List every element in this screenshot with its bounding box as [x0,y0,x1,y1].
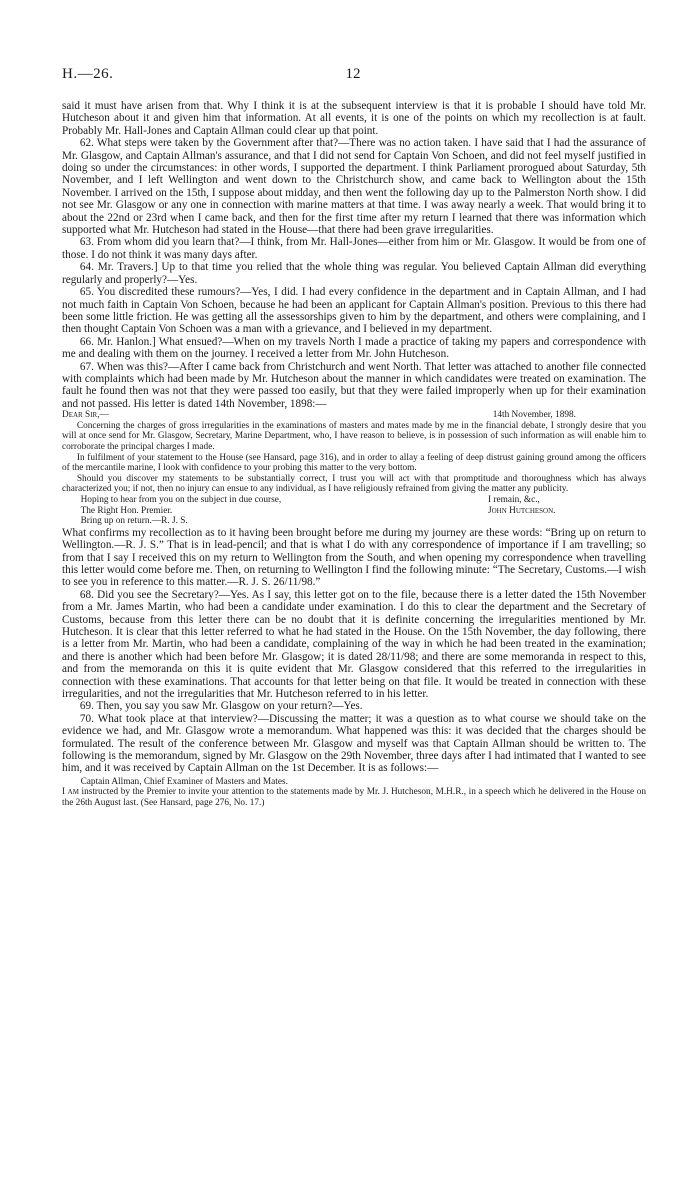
letter-closing [62,495,646,506]
memo-text: instructed by the Premier to invite your attention to the statements made by Mr. J. Hutcheson, M.H.R., in a speech which he delivered in the House on the 26th August last. (See Hansard, page 276, No. 17.) [62,787,647,808]
glasgow-memorandum [62,777,646,809]
document-reference: H.—26. [62,66,114,82]
paragraph-68: 68. Did you see the Secretary?—Yes. As I say, this letter got on to the file, because there is a letter dated the 15th November from a Mr. James Martin, who had been a candidate under examination. I do this to clear the department and the Secretary of Customs, because from this letter there can be no doubt that it is definite concerning the irregularities mentioned by Mr. Hutcheson. It is clear that this letter referred to what he had stated in the House. On the 15th November, the day following, there is a letter from Mr. Martin, who had been a candidate, complaining of the way in which he had been treated in the examination; and there is another which had been before Mr. Glasgow; it is dated 28/11/98; and there are some memoranda in respect to this, and from the memoranda on this it is quite evident that Mr. Glasgow considered that this referred to the irregularities in connection with these examinations. That accounts for that letter being on that file. It would be treated in connection with these irregularities, and not the irregularities that Mr. Hutcheson referred to in his letter. [62,588,646,700]
paragraph-69: 69. Then, you say you saw Mr. Glasgow on your return?—Yes. [79,700,363,713]
document-body [62,100,646,809]
paragraph-64: 64. Mr. Travers.] Up to that time you relied that the whole thing was regular. You believed Captain Allman did everything regularly and properly?—Yes. [62,261,646,286]
paragraph-70: 70. What took place at that interview?—Discussing the matter; it was a question as to what course we should take on the evidence we had, and Mr. Glasgow wrote a memorandum. What happened was this: it was decided that the charges should be formulated. The result of the conference between Mr. Glasgow and myself was that Captain Allman should be written to. The following is the memorandum, signed by Mr. Glasgow on the 29th November, three days after I had intimated that I wanted to see him, and it was received by Captain Allman on the 1st December. It is as follows:— [62,712,646,775]
letter-addressee: The Right Hon. Premier. [80,505,173,516]
paragraph-66: 66. Mr. Hanlon.] What ensued?—When on my travels North I made a practice of taking my papers and correspondence with me and dealing with them on the journey. I received a letter from Mr. John Hutcheson. [62,335,646,361]
paragraph-62: 62. What steps were taken by the Government after that?—There was no action taken. I have said that I had the assurance of Mr. Glasgow, and Captain Allman's assurance, and that I did not send for Captain Von Schoen, and did not feel myself justified in doing so under the circumstances: in other words, I supported the department. I think Parliament prorogued about Saturday, 5th November, and I left Wellington and went down to the Christchurch show, and came back to Wellington about the 15th November. I arrived on the 15th, I suppose about midday, and then went the following day up to the Palmerston North show. I did not see Mr. Glasgow or any one in connection with marine matters at that time. I was away nearly a week. That would bring it to about the 22nd or 23rd when I came back, and then for the first time after my return I learned that there was information which supported what Mr. Hutcheson had stated in the House—that there had been grave irregularities. [62,137,646,237]
letter-signature-row [62,506,646,517]
memo-lead: I am [62,787,79,798]
paragraph-continued-67: What confirms my recollection as to it having been brought before me during my journey are these words: “Bring up on return to Wellington.—R. J. S.” That is in lead-pencil; and that is what I do with any correspondence of importance if I am travelling; so from that I say I received this on my return to Wellington from the South, and when opening my correspondence when travelling this letter would come before me. Then, on returning to Wellington I find the following minute: “The Secretary, Customs.—I wish to see you in reference to this matter.—R. J. S. 26/11/98.” [62,526,646,589]
letter-paragraph: Concerning the charges of gross irregularities in the examinations of masters and mates made by me in the financial debate, I strongly desire that you will at once send for Mr. Glasgow, Secretary, Marine Department, who, I have reason to believe, is in possession of such information as will enable him to corroborate the principal charges I made. [62,420,646,452]
paragraph-continued: said it must have arisen from that. Why I think it is at the subsequent interview is that it is probable I should have told Mr. Hutcheson about it and given him that information. At all events, it is one of the points on which my recollection is at fault. Probably Mr. Hall-Jones and Captain Allman could clear up that point. [62,100,646,137]
letter-remain: I remain, &c., [488,494,540,505]
letter-paragraph: Should you discover my statements to be substantially correct, I trust you will act with that promptitude and thoroughness which has always characterized you; if not, then no injury can ensue to any individual, as I have religiously refrained from giving the matter any publicity. [62,473,646,495]
hutcheson-letter [62,410,646,527]
memo-body [62,787,646,808]
page-number: 12 [345,66,361,82]
paragraph-65: 65. You discredited these rumours?—Yes, I did. I had every confidence in the department and in Captain Allman, and I had not much faith in Captain Von Schoen, because he had been an applicant for Captain Allman's position. Previous to this there had been some little friction. He was getting all the assessorships given to him by the department, and others were complaining, and I then thought Captain Von Schoen was a man with a grievance, and I believed in my department. [62,286,646,336]
letter-minute: Bring up on return.—R. J. S. [80,516,188,527]
letter-signature: John Hutcheson. [488,505,556,516]
memo-addressee: Captain Allman, Chief Examiner of Masters and Mates. [80,776,288,787]
paragraph-63: 63. From whom did you learn that?—I think, from Mr. Hall-Jones—either from him or Mr. Glasgow. It would be from one of those. I do not think it was many days after. [62,236,646,261]
letter-salutation: Dear Sir,— [62,410,109,421]
paragraph-67: 67. When was this?—After I came back from Christchurch and went North. That letter was attached to another file connected with complaints which had been made by Mr. Hutcheson about the manner in which candidates were treated on examination. The fault he found then was not that they were passed too easily, but that they were failed improperly when up for their examination and not passed. His letter is dated 14th November, 1898:— [62,360,646,410]
letter-closing-line: Hoping to hear from you on the subject in due course, [80,494,282,505]
letter-date: 14th November, 1898. [492,410,576,421]
letter-heading [62,410,646,421]
page-header [62,66,644,90]
letter-paragraph: In fulfilment of your statement to the House (see Hansard, page 316), and in order to allay a feeling of deep distrust gaining ground among the officers of the mercantile marine, I look with confidence to your probing this matter to the very bottom. [62,452,646,474]
